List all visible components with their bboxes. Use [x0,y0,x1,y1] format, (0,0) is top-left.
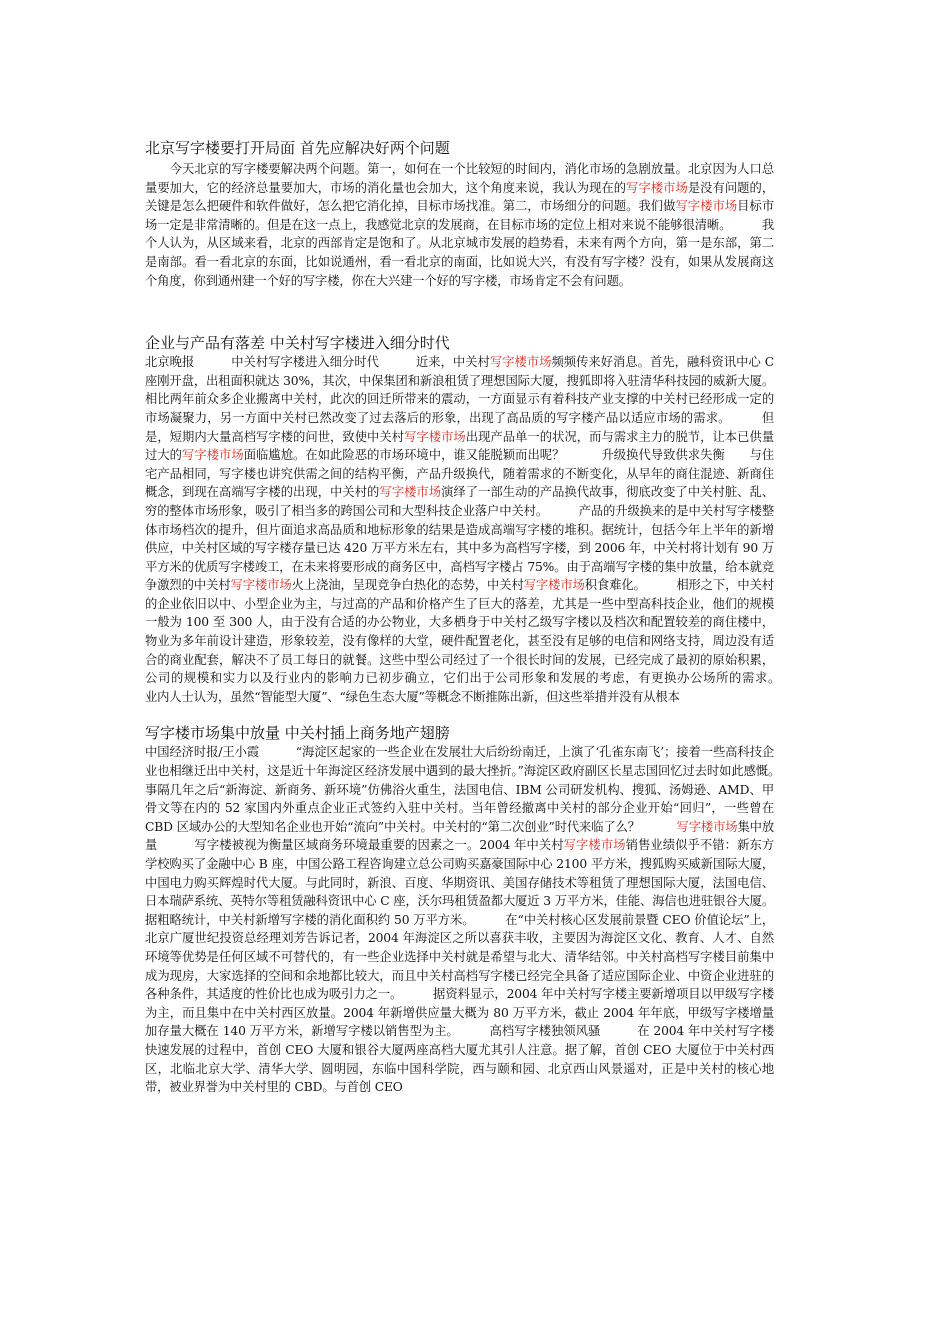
keyword-highlight: 写字楼市场 [626,180,688,195]
keyword-highlight: 写字楼市场 [489,355,552,370]
article-1-body [145,160,774,290]
body-text: 中国经济时报/王小霞 “海淀区起家的一些企业在发展壮大后纷纷南迁，上演了‘孔雀东南飞’；接着一些高科技企业也相继迁出中关村，这是近十年海淀区经济发展中遇到的最大挫折。”海淀区政府副区长星志国回忆过去时如此感慨。 事隔几年之后“新海淀、新商务、新环境”仿佛浴火重生，法国电信、IBM 公司研发机构、搜狐、汤姆逊、AMD、甲骨文等在内的 52 家国内外重点企业正式签约入驻中关村。当年曾经撤离中关村的部分企业开始“回归”，一些曾在 CBD 区域办公的大型知名企业也开始“流向”中关村。中关村的“第二次创业”时代来临了么？ [145,745,811,834]
keyword-highlight: 写字楼市场 [523,578,585,593]
body-text: 积食难化。 相形之下，中关村的企业依旧以中、小型企业为主，与过高的产品和价格产生了巨大的落差，尤其是一些中型高科技企业，他们的规模一般为 100 至 300 人，由于没有合适的办公物业，大多栖身于中关村乙级写字楼以及档次和配置较差的商住楼中，物业为多年前设计建造，形象较差，没有像样的大堂，硬件配置老化，甚至没有足够的电信和网络支持，周边没有适合的商业配套，解决不了员工每日的就餐。这些中型公司经过了一个很长时间的发展，已经完成了最初的原始积累，公司的规模和实力以及行业内的影响力已初步确立，它们出于公司形象和发展的考虑，有更换办公场所的需求。 业内人士认为，虽然“智能型大厦”、“绿色生态大厦”等概念不断推陈出新，但这些举措并没有从根本 [145,578,811,704]
keyword-highlight: 写字楼市场 [675,199,738,214]
body-text: 是没有问题的，关键是怎么把硬件和软件做好，怎么把它消化掉，目标市场找准。第二，市场细分的问题。我们做 [145,180,774,214]
body-text: 频频传来好消息。首先，融科资讯中心 C 座刚开盘，出租面积就达 30%，其次，中保集团和新浪租赁了理想国际大厦，搜狐即将入驻清华科技园的威新大厦。相比两年前众多企业搬离中关村，此次的回迁所带来的震动，一方面显示有着科技产业支撑的中关村已经形成一定的市场凝聚力，另一方面中关村已然改变了过去落后的形象，出现了高品质的写字楼产品以适应市场的需求。 但是，短期内大量高档写字楼的问世，致使中关村 [145,355,774,444]
keyword-highlight: 写字楼市场 [404,429,466,444]
body-text: 北京晚报 中关村写字楼进入细分时代 近来，中关村 [145,355,490,370]
keyword-highlight: 写字楼市场 [379,485,442,500]
article-1-title: 北京写字楼要打开局面 首先应解决好两个问题 [145,139,450,157]
article-2-title: 企业与产品有落差 中关村写字楼进入细分时代 [145,334,450,353]
keyword-highlight: 写字楼市场 [230,578,292,593]
body-text: 销售业绩似乎不错：新东方学校购买了金融中心 B 座，中国公路工程咨询建立总公司购买嘉豪国际中心 2100 平方米，搜狐购买威新国际大厦，中国电力购买辉煌时代大厦。与此同时，新浪、百度、华期资讯、美国存储技术等租赁了理想国际大厦，法国电信、日本瑞萨系统、英特尔等租赁融科资讯中心 C 座，沃尔玛租赁盈都大厦近 3 万平方米，佳能、海信也进驻银谷大厦。据粗略统计，中关村新增写字楼的消化面积约 50 万平方米。 在“中关村核心区发展前景暨 CEO 价值论坛”上，北京广厦世纪投资总经理刘芳告诉记者，2004 年海淀区之所以喜获丰收，主要因为海淀区文化、教育、人才、自然环境等优势是任何区域不可替代的，有一些企业选择中关村就是希望与北大、清华结邻。中关村高档写字楼目前集中成为现房，大家选择的空间和余地都比较大，而且中关村高档写字楼已经完全具备了适应国际企业、中资企业进驻的各种条件，其适度的性价比也成为吸引力之一。 据资料显示，2004 年中关村写字楼主要新增项目以甲级写字楼为主，而且集中在中关村西区放量。2004 年新增供应量大概为 80 万平方米，截止 2004 年年底，甲级写字楼增量加存量大概在 140 万平方米，新增写字楼以销售型为主。 高档写字楼独领风骚 在 2004 年中关村写字楼快速发展的过程中，首创 CEO 大厦和银谷大厦两座高档大厦尤其引人注意。据了解，首创 CEO 大厦位于中关村西区，北临北京大学、清华大学、圆明园，东临中国科学院，西与颐和园、北京西山风景遥对，正是中关村的核心地带，被业界誉为中关村里的 CBD。与首创 CEO [145,838,774,1095]
keyword-highlight: 写字楼市场 [182,448,244,463]
body-text: 目标市场一定是非常清晰的。但是在这一点上，我感觉北京的发展商，在目标市场的定位上相对来说不能够很清晰。 我个人认为，从区域来看，北京的西部肯定是饱和了。从北京城市发展的趋势看，未来有两个方向，第一是东部，第二是南部。看一看北京的东面，比如说通州，看一看北京的南面，比如说大兴，有没有写字楼？没有，如果从发展商这个角度，你到通州建一个好的写字楼，你在大兴建一个好的写字楼，市场肯定不会有问题。 [145,199,774,288]
body-text: 面临尴尬。在如此险恶的市场环境中，谁又能脱颖而出呢？ 升级换代导致供求失衡 与住宅产品相同，写字楼也讲究供需之间的结构平衡，产品升级换代，随着需求的不断变化，从早年的商住混迹、新商住概念，到现在高端写字楼的出现，中关村的 [145,448,774,500]
article-2-body [145,353,811,706]
body-text: 今天北京的写字楼要解决两个问题。第一，如何在一个比较短的时间内，消化市场的急剧放量。北京因为人口总量要加大，它的经济总量要加大，市场的消化量也会加大，这个角度来说，我认为现在的 [145,162,774,195]
body-text: 集中放量 写字楼被视为衡量区域商务环境最重要的因素之一。2004 年中关村 [145,819,774,853]
article-2 [145,333,811,706]
article-1 [145,138,774,290]
keyword-highlight: 写字楼市场 [676,819,738,834]
keyword-highlight: 写字楼市场 [563,838,626,853]
article-3-body [145,743,811,1096]
document-page [145,138,811,1097]
article-3-title: 写字楼市场集中放量 中关村插上商务地产翅膀 [145,724,450,743]
body-text: 出现产品单一的状况，而与需求主力的脱节，让本已供量过大的 [145,429,774,463]
body-text: 演绎了一部生动的产品换代故事，彻底改变了中关村脏、乱、穷的整体市场形象，吸引了相当多的跨国公司和大型科技企业落户中关村。 产品的升级换来的是中关村写字楼整体市场档次的提升，但片面追求高品质和地标形象的结果是造成高端写字楼的堆积。据统计，包括今年上半年的新增供应，中关村区域的写字楼存量已达 420 万平方米左右，其中多为高档写字楼，到 2006 年，中关村将计划有 90 万平方米的优质写字楼竣工，在未来将要形成的商务区中，高档写字楼占 75%。由于高端写字楼的集中放量，给本就竞争激烈的中关村 [145,485,774,593]
body-text: 火上浇油，呈现竞争白热化的态势，中关村 [291,578,524,593]
article-3 [145,723,811,1096]
